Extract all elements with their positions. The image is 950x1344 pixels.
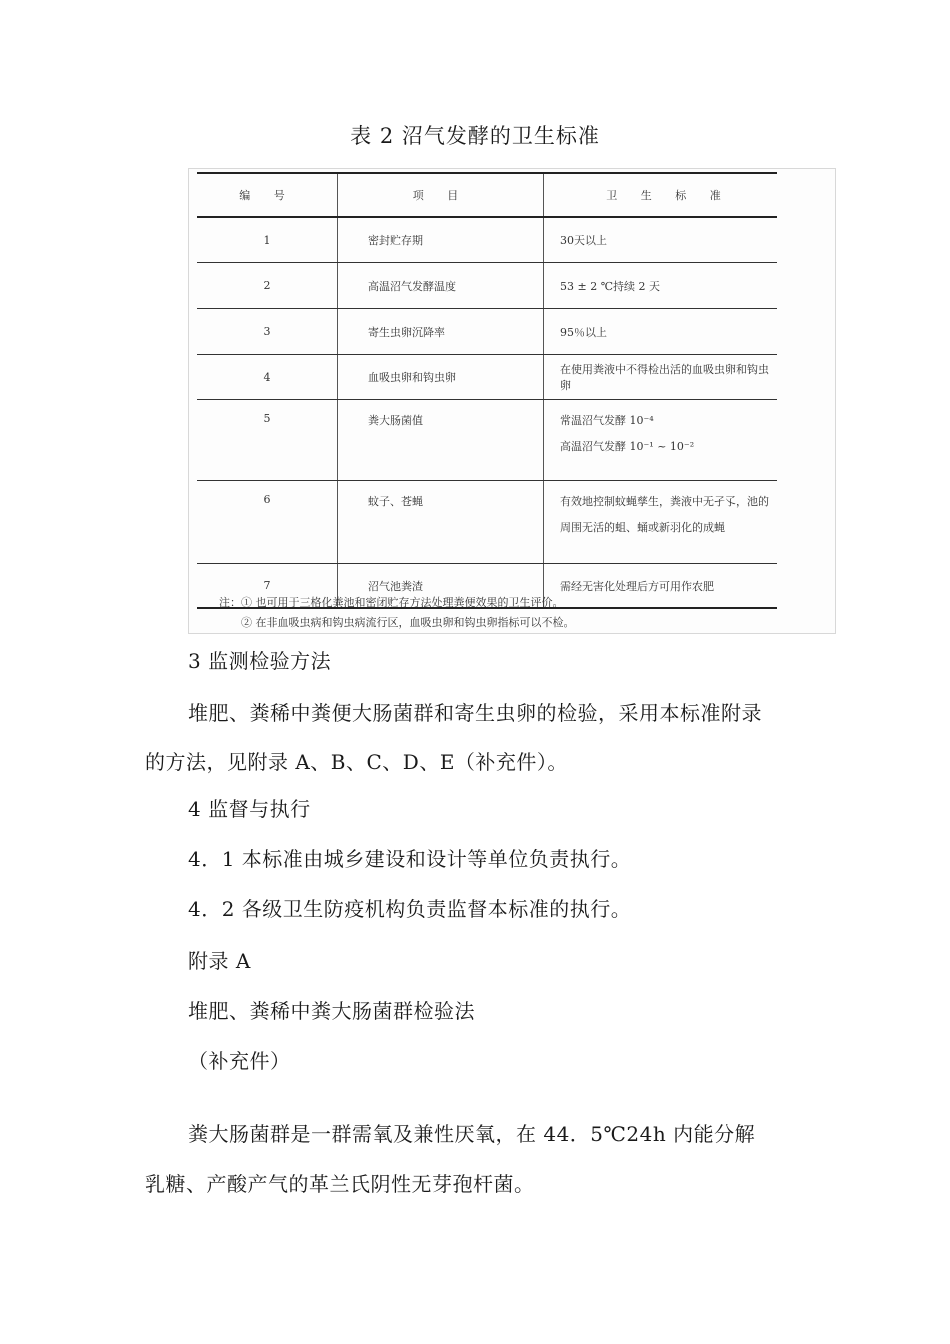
cell-item: 沼气池粪渣 [338,564,544,609]
cell-item: 蚊子、苍蝇 [338,481,544,564]
cell-number: 7 [197,564,338,609]
appendix-note: （补充件） [188,1049,291,1073]
cell-standard: 95％以上 [544,309,778,355]
section-3-heading: 3 监测检验方法 [188,649,332,673]
cell-number: 5 [197,400,338,481]
section-4-heading: 4 监督与执行 [188,797,311,821]
standard-line-2: 周围无活的蛆、蛹或新羽化的成蝇 [560,521,725,534]
header-number: 编 号 [197,173,338,217]
cell-number: 4 [197,355,338,400]
appendix-label: 附录 A [188,949,251,973]
cell-item: 血吸虫卵和钩虫卵 [338,355,544,400]
cell-number: 3 [197,309,338,355]
cell-standard: 在使用粪液中不得检出活的血吸虫卵和钩虫卵 [544,355,778,400]
table-note-1: 注：① 也可用于三格化粪池和密闭贮存方法处理粪便效果的卫生评价。 [219,596,564,609]
standard-line-1: 有效地控制蚊蝇孳生，粪液中无孑孓，池的 [560,495,769,508]
table-notes [219,593,575,633]
paragraph-2-line-2: 乳糖、产酸产气的革兰氏阴性无芽孢杆菌。 [145,1172,535,1196]
table-row [197,217,777,263]
cell-standard: 53 ± 2 ℃持续 2 天 [544,263,778,309]
cell-number: 2 [197,263,338,309]
standard-line-1: 常温沼气发酵 10⁻⁴ [560,414,654,427]
cell-standard: 30天以上 [544,217,778,263]
header-item: 项 目 [338,173,544,217]
standards-table-image [188,168,836,634]
table-row [197,481,777,564]
header-standard: 卫 生 标 准 [544,173,778,217]
cell-standard [544,481,778,564]
standards-table [197,172,777,609]
standard-line-2: 高温沼气发酵 10⁻¹ ~ 10⁻² [560,440,695,453]
cell-item: 密封贮存期 [338,217,544,263]
table-row [197,309,777,355]
cell-item: 寄生虫卵沉降率 [338,309,544,355]
cell-number: 1 [197,217,338,263]
paragraph-1-line-2: 的方法，见附录 A、B、C、D、E（补充件）。 [145,750,568,774]
section-4-2: 4．2 各级卫生防疫机构负责监督本标准的执行。 [188,897,632,921]
cell-number: 6 [197,481,338,564]
paragraph-2-line-1: 粪大肠菌群是一群需氧及兼性厌氧，在 44．5℃24h 内能分解 [188,1122,756,1146]
table-row [197,263,777,309]
table-note-2: ② 在非血吸虫病和钩虫病流行区，血吸虫卵和钩虫卵指标可以不检。 [241,616,575,629]
section-4-1: 4．1 本标准由城乡建设和设计等单位负责执行。 [188,847,632,871]
paragraph-1-line-1: 堆肥、粪稀中粪便大肠菌群和寄生虫卵的检验，采用本标准附录 [188,701,762,725]
cell-standard [544,400,778,481]
appendix-title: 堆肥、粪稀中粪大肠菌群检验法 [188,999,475,1023]
table-row [197,355,777,400]
cell-item: 粪大肠菌值 [338,400,544,481]
table-caption: 表 2 沼气发酵的卫生标准 [350,124,600,148]
table-header-row [197,173,777,217]
table-row [197,400,777,481]
cell-standard: 需经无害化处理后方可用作农肥 [544,564,778,609]
cell-item: 高温沼气发酵温度 [338,263,544,309]
